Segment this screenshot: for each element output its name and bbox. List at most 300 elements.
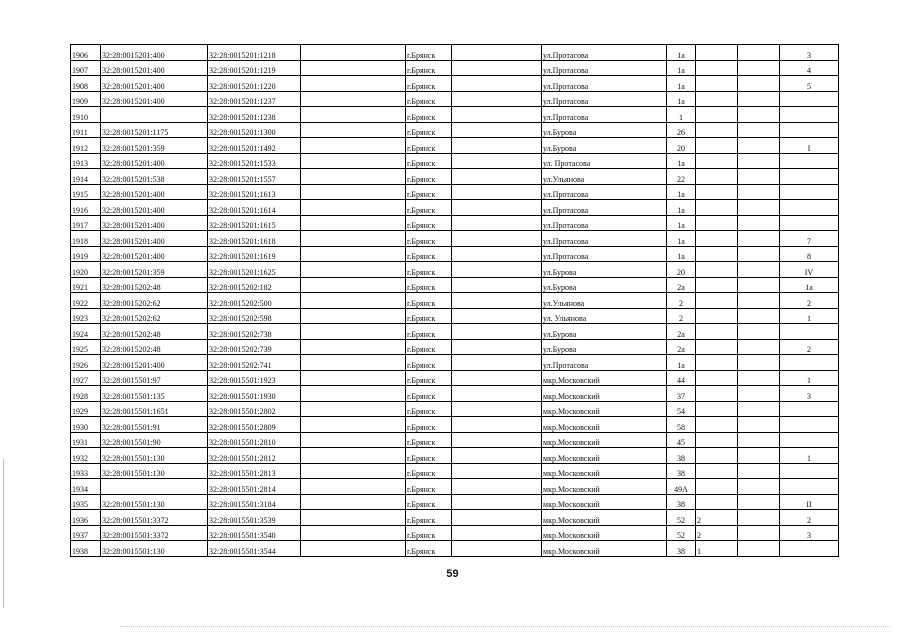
cell-house-number: 37 xyxy=(667,386,696,402)
cell-apartment: 3 xyxy=(780,45,839,61)
cell-apartment: 3 xyxy=(780,525,839,541)
cell-row-number: 1908 xyxy=(71,76,101,92)
cell-city: г.Брянск xyxy=(406,355,452,371)
cell-apartment xyxy=(780,122,839,138)
cell-empty-col-a xyxy=(301,262,406,278)
cell-apartment: 2 xyxy=(780,510,839,526)
cell-cadastral-object: 32:28:0015202:182 xyxy=(208,277,301,293)
cell-city: г.Брянск xyxy=(406,308,452,324)
cell-building xyxy=(696,60,738,76)
cell-apartment: 1 xyxy=(780,448,839,464)
cell-empty-col-c xyxy=(738,153,780,169)
cell-apartment xyxy=(780,324,839,340)
cell-empty-col-a xyxy=(301,417,406,433)
cell-house-number: 54 xyxy=(667,401,696,417)
cell-apartment xyxy=(780,107,839,123)
cell-row-number: 1906 xyxy=(71,45,101,61)
cell-row-number: 1938 xyxy=(71,541,101,557)
cell-empty-col-b xyxy=(452,153,542,169)
cell-house-number: 20 xyxy=(667,138,696,154)
cell-city: г.Брянск xyxy=(406,339,452,355)
cell-empty-col-c xyxy=(738,138,780,154)
cell-empty-col-b xyxy=(452,107,542,123)
cell-cadastral-object: 32:28:0015202:739 xyxy=(208,339,301,355)
cell-apartment: 7 xyxy=(780,231,839,247)
cell-empty-col-b xyxy=(452,324,542,340)
cell-empty-col-c xyxy=(738,448,780,464)
cell-empty-col-b xyxy=(452,401,542,417)
cell-building xyxy=(696,355,738,371)
table-row xyxy=(71,277,839,293)
cell-city: г.Брянск xyxy=(406,60,452,76)
cell-empty-col-b xyxy=(452,370,542,386)
cell-empty-col-c xyxy=(738,107,780,123)
cell-empty-col-c xyxy=(738,184,780,200)
cell-apartment xyxy=(780,355,839,371)
cell-city: г.Брянск xyxy=(406,432,452,448)
cell-city: г.Брянск xyxy=(406,200,452,216)
cell-empty-col-c xyxy=(738,262,780,278)
cell-empty-col-a xyxy=(301,355,406,371)
table-row xyxy=(71,308,839,324)
cell-empty-col-b xyxy=(452,60,542,76)
cell-city: г.Брянск xyxy=(406,386,452,402)
cell-empty-col-c xyxy=(738,417,780,433)
cell-street: мкр.Московский xyxy=(542,494,667,510)
cell-building xyxy=(696,370,738,386)
cell-house-number: 1а xyxy=(667,355,696,371)
cell-apartment xyxy=(780,215,839,231)
cell-empty-col-b xyxy=(452,215,542,231)
cell-empty-col-c xyxy=(738,510,780,526)
cell-empty-col-c xyxy=(738,169,780,185)
cell-empty-col-b xyxy=(452,448,542,464)
cell-city: г.Брянск xyxy=(406,153,452,169)
cell-row-number: 1907 xyxy=(71,60,101,76)
cell-building xyxy=(696,122,738,138)
cell-empty-col-a xyxy=(301,45,406,61)
cell-building xyxy=(696,463,738,479)
cell-cadastral-parcel xyxy=(101,107,208,123)
cell-row-number: 1933 xyxy=(71,463,101,479)
cell-empty-col-b xyxy=(452,355,542,371)
cell-city: г.Брянск xyxy=(406,510,452,526)
cell-house-number: 1а xyxy=(667,246,696,262)
cell-building xyxy=(696,339,738,355)
cell-building xyxy=(696,324,738,340)
cell-row-number: 1925 xyxy=(71,339,101,355)
cell-cadastral-object: 32:28:0015202:738 xyxy=(208,324,301,340)
cell-street: мкр.Московский xyxy=(542,463,667,479)
cell-house-number: 38 xyxy=(667,463,696,479)
cell-empty-col-b xyxy=(452,463,542,479)
cell-city: г.Брянск xyxy=(406,277,452,293)
cell-city: г.Брянск xyxy=(406,494,452,510)
cell-cadastral-parcel: 32:28:0015501:130 xyxy=(101,448,208,464)
cell-apartment xyxy=(780,479,839,495)
cell-empty-col-b xyxy=(452,246,542,262)
cell-empty-col-b xyxy=(452,339,542,355)
cell-cadastral-object: 32:28:0015501:3184 xyxy=(208,494,301,510)
cell-cadastral-object: 32:28:0015501:2813 xyxy=(208,463,301,479)
cell-apartment: II xyxy=(780,494,839,510)
cell-city: г.Брянск xyxy=(406,138,452,154)
cell-empty-col-a xyxy=(301,308,406,324)
cell-street: мкр.Московский xyxy=(542,432,667,448)
cell-row-number: 1935 xyxy=(71,494,101,510)
cell-city: г.Брянск xyxy=(406,184,452,200)
cell-apartment: 2 xyxy=(780,293,839,309)
cell-empty-col-b xyxy=(452,494,542,510)
cell-house-number: 52 xyxy=(667,510,696,526)
cell-street: мкр.Московский xyxy=(542,417,667,433)
cell-house-number: 49А xyxy=(667,479,696,495)
cell-building xyxy=(696,91,738,107)
cell-empty-col-a xyxy=(301,200,406,216)
scan-edge-mark xyxy=(3,458,4,608)
cell-empty-col-b xyxy=(452,386,542,402)
cell-street: ул.Протасова xyxy=(542,91,667,107)
cell-building xyxy=(696,153,738,169)
cell-street: ул.Протасова xyxy=(542,355,667,371)
cell-empty-col-a xyxy=(301,370,406,386)
cell-cadastral-object: 32:28:0015501:2810 xyxy=(208,432,301,448)
cell-apartment xyxy=(780,463,839,479)
cell-row-number: 1918 xyxy=(71,231,101,247)
cell-cadastral-object: 32:28:0015202:598 xyxy=(208,308,301,324)
cell-house-number: 1а xyxy=(667,91,696,107)
cell-empty-col-b xyxy=(452,169,542,185)
cell-house-number: 1а xyxy=(667,45,696,61)
cell-city: г.Брянск xyxy=(406,417,452,433)
cell-apartment: IV xyxy=(780,262,839,278)
cell-empty-col-c xyxy=(738,401,780,417)
cell-apartment: 1 xyxy=(780,370,839,386)
cell-apartment: 2 xyxy=(780,339,839,355)
cell-row-number: 1912 xyxy=(71,138,101,154)
cell-empty-col-b xyxy=(452,479,542,495)
cell-street: ул.Протасова xyxy=(542,231,667,247)
cell-house-number: 52 xyxy=(667,525,696,541)
cell-cadastral-parcel: 32:28:0015501:3372 xyxy=(101,525,208,541)
cell-cadastral-object: 32:28:0015501:1930 xyxy=(208,386,301,402)
cell-city: г.Брянск xyxy=(406,107,452,123)
cell-house-number: 2а xyxy=(667,277,696,293)
cell-empty-col-c xyxy=(738,479,780,495)
cell-cadastral-object: 32:28:0015201:1614 xyxy=(208,200,301,216)
cell-building xyxy=(696,215,738,231)
cell-building xyxy=(696,386,738,402)
cell-street: ул.Протасова xyxy=(542,107,667,123)
cell-city: г.Брянск xyxy=(406,401,452,417)
cell-empty-col-a xyxy=(301,541,406,557)
cell-row-number: 1934 xyxy=(71,479,101,495)
cell-empty-col-b xyxy=(452,277,542,293)
cell-empty-col-c xyxy=(738,355,780,371)
cell-cadastral-parcel: 32:28:0015201:400 xyxy=(101,91,208,107)
table-row xyxy=(71,386,839,402)
cell-empty-col-b xyxy=(452,541,542,557)
table-row xyxy=(71,525,839,541)
cell-empty-col-b xyxy=(452,231,542,247)
cell-city: г.Брянск xyxy=(406,541,452,557)
cell-empty-col-c xyxy=(738,308,780,324)
cell-row-number: 1914 xyxy=(71,169,101,185)
cell-cadastral-object: 32:28:0015201:1220 xyxy=(208,76,301,92)
scan-noise-line xyxy=(120,626,890,628)
cell-building xyxy=(696,417,738,433)
cell-street: ул.Ульянова xyxy=(542,169,667,185)
cell-street: ул. Ульянова xyxy=(542,308,667,324)
table-row xyxy=(71,463,839,479)
cell-empty-col-b xyxy=(452,200,542,216)
cell-city: г.Брянск xyxy=(406,479,452,495)
cell-street: ул.Бурова xyxy=(542,122,667,138)
cell-cadastral-parcel: 32:28:0015501:90 xyxy=(101,432,208,448)
cell-empty-col-a xyxy=(301,525,406,541)
cell-building xyxy=(696,45,738,61)
cell-cadastral-parcel: 32:28:0015201:359 xyxy=(101,138,208,154)
cell-street: ул.Ульянова xyxy=(542,293,667,309)
cell-apartment: 1 xyxy=(780,308,839,324)
cell-apartment xyxy=(780,401,839,417)
table-row xyxy=(71,153,839,169)
cell-street: ул.Протасова xyxy=(542,184,667,200)
cell-empty-col-a xyxy=(301,169,406,185)
cell-row-number: 1917 xyxy=(71,215,101,231)
cell-building xyxy=(696,448,738,464)
table-row xyxy=(71,76,839,92)
cell-empty-col-a xyxy=(301,277,406,293)
cell-empty-col-b xyxy=(452,184,542,200)
cell-house-number: 2 xyxy=(667,293,696,309)
cell-street: мкр.Московский xyxy=(542,401,667,417)
cell-house-number: 1а xyxy=(667,200,696,216)
table-row xyxy=(71,91,839,107)
cell-empty-col-a xyxy=(301,107,406,123)
cell-street: мкр.Московский xyxy=(542,479,667,495)
cell-cadastral-parcel: 32:28:0015501:3372 xyxy=(101,510,208,526)
cell-street: мкр.Московский xyxy=(542,448,667,464)
cell-street: ул.Бурова xyxy=(542,262,667,278)
cell-city: г.Брянск xyxy=(406,76,452,92)
cell-cadastral-object: 32:28:0015501:2814 xyxy=(208,479,301,495)
cell-house-number: 1а xyxy=(667,60,696,76)
cell-empty-col-b xyxy=(452,293,542,309)
cell-empty-col-b xyxy=(452,432,542,448)
cell-empty-col-a xyxy=(301,76,406,92)
cell-empty-col-a xyxy=(301,448,406,464)
cell-empty-col-c xyxy=(738,432,780,448)
cell-empty-col-b xyxy=(452,91,542,107)
cell-empty-col-c xyxy=(738,91,780,107)
cell-apartment xyxy=(780,200,839,216)
cell-empty-col-c xyxy=(738,293,780,309)
cell-city: г.Брянск xyxy=(406,215,452,231)
cell-house-number: 20 xyxy=(667,262,696,278)
cell-empty-col-a xyxy=(301,510,406,526)
cell-street: ул.Бурова xyxy=(542,277,667,293)
cell-street: ул.Бурова xyxy=(542,324,667,340)
table-row xyxy=(71,122,839,138)
table-row xyxy=(71,432,839,448)
cell-cadastral-parcel: 32:28:0015201:538 xyxy=(101,169,208,185)
register-table xyxy=(70,44,839,557)
cell-house-number: 2 xyxy=(667,308,696,324)
cell-building xyxy=(696,138,738,154)
cell-empty-col-c xyxy=(738,339,780,355)
cell-building xyxy=(696,107,738,123)
table-row xyxy=(71,355,839,371)
cell-house-number: 26 xyxy=(667,122,696,138)
cell-cadastral-parcel: 32:28:0015501:130 xyxy=(101,463,208,479)
cell-cadastral-object: 32:28:0015201:1618 xyxy=(208,231,301,247)
cell-row-number: 1916 xyxy=(71,200,101,216)
table-row xyxy=(71,324,839,340)
cell-row-number: 1921 xyxy=(71,277,101,293)
cell-house-number: 2а xyxy=(667,339,696,355)
cell-house-number: 1а xyxy=(667,184,696,200)
cell-row-number: 1924 xyxy=(71,324,101,340)
cell-row-number: 1928 xyxy=(71,386,101,402)
cell-city: г.Брянск xyxy=(406,370,452,386)
cell-row-number: 1913 xyxy=(71,153,101,169)
cell-street: мкр.Московский xyxy=(542,510,667,526)
cell-house-number: 45 xyxy=(667,432,696,448)
table-row xyxy=(71,510,839,526)
cell-cadastral-parcel: 32:28:0015202:62 xyxy=(101,293,208,309)
cell-city: г.Брянск xyxy=(406,231,452,247)
cell-cadastral-object: 32:28:0015501:3539 xyxy=(208,510,301,526)
cell-apartment: 8 xyxy=(780,246,839,262)
cell-apartment xyxy=(780,184,839,200)
cell-row-number: 1926 xyxy=(71,355,101,371)
cell-empty-col-c xyxy=(738,215,780,231)
cell-apartment xyxy=(780,169,839,185)
table-body xyxy=(71,45,839,557)
cell-row-number: 1937 xyxy=(71,525,101,541)
cell-empty-col-c xyxy=(738,463,780,479)
cell-empty-col-a xyxy=(301,401,406,417)
cell-row-number: 1927 xyxy=(71,370,101,386)
cell-row-number: 1915 xyxy=(71,184,101,200)
table-row xyxy=(71,231,839,247)
cell-house-number: 38 xyxy=(667,494,696,510)
cell-row-number: 1929 xyxy=(71,401,101,417)
cell-empty-col-c xyxy=(738,541,780,557)
cell-empty-col-a xyxy=(301,479,406,495)
table-row xyxy=(71,107,839,123)
cell-empty-col-c xyxy=(738,45,780,61)
cell-empty-col-a xyxy=(301,386,406,402)
cell-empty-col-b xyxy=(452,525,542,541)
cell-building xyxy=(696,401,738,417)
table-row xyxy=(71,169,839,185)
cell-row-number: 1920 xyxy=(71,262,101,278)
cell-empty-col-a xyxy=(301,432,406,448)
cell-empty-col-b xyxy=(452,262,542,278)
cell-cadastral-parcel: 32:28:0015201:400 xyxy=(101,246,208,262)
cell-cadastral-parcel: 32:28:0015202:62 xyxy=(101,308,208,324)
cell-house-number: 1а xyxy=(667,231,696,247)
cell-empty-col-c xyxy=(738,76,780,92)
cell-cadastral-parcel: 32:28:0015201:400 xyxy=(101,153,208,169)
document-sheet xyxy=(70,44,839,557)
cell-cadastral-parcel: 32:28:0015201:400 xyxy=(101,45,208,61)
cell-cadastral-object: 32:28:0015202:741 xyxy=(208,355,301,371)
cell-building: 2 xyxy=(696,510,738,526)
cell-empty-col-c xyxy=(738,246,780,262)
cell-apartment xyxy=(780,541,839,557)
cell-house-number: 58 xyxy=(667,417,696,433)
cell-row-number: 1931 xyxy=(71,432,101,448)
table-row xyxy=(71,417,839,433)
table-row xyxy=(71,448,839,464)
cell-apartment xyxy=(780,91,839,107)
cell-building xyxy=(696,277,738,293)
cell-building xyxy=(696,184,738,200)
table-row xyxy=(71,246,839,262)
cell-cadastral-object: 32:28:0015201:1533 xyxy=(208,153,301,169)
cell-cadastral-parcel: 32:28:0015202:48 xyxy=(101,339,208,355)
cell-cadastral-object: 32:28:0015201:1218 xyxy=(208,45,301,61)
cell-cadastral-parcel: 32:28:0015202:48 xyxy=(101,277,208,293)
cell-row-number: 1936 xyxy=(71,510,101,526)
cell-apartment: 4 xyxy=(780,60,839,76)
cell-cadastral-object: 32:28:0015501:3544 xyxy=(208,541,301,557)
cell-city: г.Брянск xyxy=(406,262,452,278)
cell-city: г.Брянск xyxy=(406,324,452,340)
cell-cadastral-parcel: 32:28:0015201:400 xyxy=(101,60,208,76)
cell-empty-col-b xyxy=(452,308,542,324)
cell-cadastral-parcel: 32:28:0015501:1651 xyxy=(101,401,208,417)
cell-empty-col-b xyxy=(452,76,542,92)
cell-house-number: 38 xyxy=(667,541,696,557)
table-row xyxy=(71,45,839,61)
cell-empty-col-c xyxy=(738,231,780,247)
cell-row-number: 1910 xyxy=(71,107,101,123)
cell-street: ул.Протасова xyxy=(542,215,667,231)
cell-house-number: 1а xyxy=(667,76,696,92)
cell-city: г.Брянск xyxy=(406,448,452,464)
cell-empty-col-a xyxy=(301,91,406,107)
cell-city: г.Брянск xyxy=(406,45,452,61)
cell-empty-col-b xyxy=(452,122,542,138)
cell-apartment xyxy=(780,153,839,169)
cell-street: мкр.Московский xyxy=(542,370,667,386)
cell-house-number: 1 xyxy=(667,107,696,123)
cell-cadastral-object: 32:28:0015201:1300 xyxy=(208,122,301,138)
cell-street: мкр.Московский xyxy=(542,386,667,402)
cell-empty-col-a xyxy=(301,215,406,231)
cell-apartment xyxy=(780,417,839,433)
cell-street: ул.Протасова xyxy=(542,45,667,61)
cell-apartment: 3 xyxy=(780,386,839,402)
cell-empty-col-a xyxy=(301,122,406,138)
cell-house-number: 38 xyxy=(667,448,696,464)
cell-building xyxy=(696,432,738,448)
table-row xyxy=(71,60,839,76)
cell-row-number: 1923 xyxy=(71,308,101,324)
cell-cadastral-object: 32:28:0015501:2802 xyxy=(208,401,301,417)
cell-street: ул. Протасова xyxy=(542,153,667,169)
cell-empty-col-a xyxy=(301,231,406,247)
cell-building xyxy=(696,479,738,495)
cell-cadastral-parcel: 32:28:0015501:130 xyxy=(101,541,208,557)
cell-cadastral-object: 32:28:0015201:1613 xyxy=(208,184,301,200)
cell-empty-col-a xyxy=(301,339,406,355)
cell-empty-col-a xyxy=(301,153,406,169)
